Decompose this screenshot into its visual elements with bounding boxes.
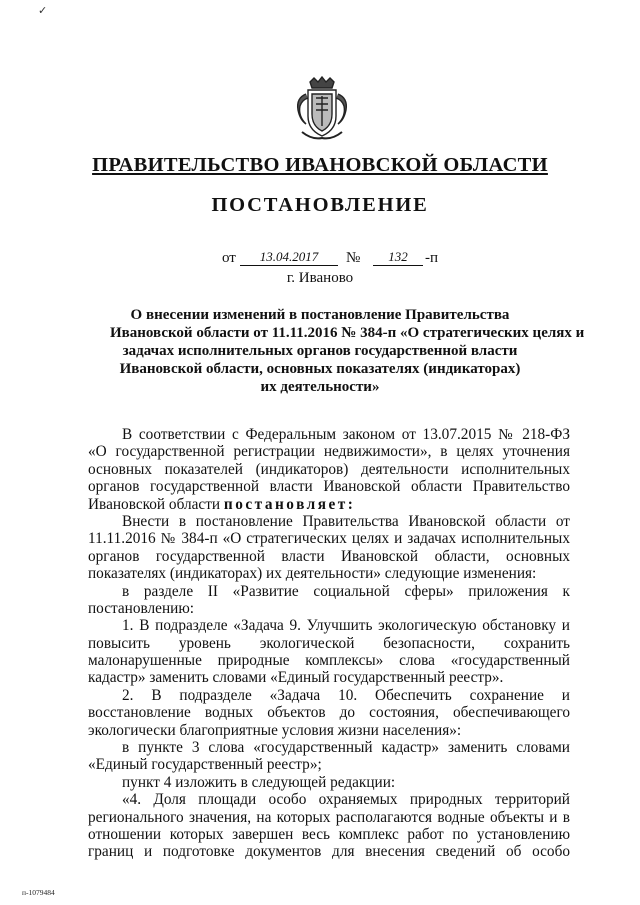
body-line-text: малонарушенные природные комплексы» слова «государственный bbox=[88, 652, 570, 670]
body-line bbox=[88, 426, 570, 443]
date-label: от bbox=[222, 250, 236, 266]
body-line bbox=[88, 565, 570, 582]
document-city: г. Иваново bbox=[286, 270, 354, 286]
body-line-text: границ и подготовке документов для внесения сведений об особо bbox=[88, 843, 570, 861]
body-line bbox=[88, 687, 570, 704]
title-line: О внесении изменений в постановление Правительства bbox=[130, 307, 510, 323]
body-line-text: «4. Доля площади особо охраняемых природных территорий bbox=[122, 791, 570, 809]
body-line-text: органов государственной власти Ивановской области Правительство bbox=[88, 478, 570, 496]
footer-document-code: п-1079484 bbox=[22, 888, 55, 897]
body-emphasis: постановляет: bbox=[223, 495, 356, 513]
body-line-text: регионального значения, на которых располагаются водные объекты и в bbox=[88, 808, 570, 826]
body-line-text: 1. В подразделе «Задача 9. Улучшить экологическую обстановку и bbox=[122, 617, 570, 635]
body-line-text: Внести в постановление Правительства Ивановской области от bbox=[122, 512, 570, 530]
number-label: № bbox=[346, 250, 361, 266]
body-line bbox=[88, 583, 570, 600]
body-line-text: «О государственной регистрации недвижимости», в целях уточнения bbox=[88, 443, 570, 461]
body-line bbox=[88, 722, 570, 739]
document-body bbox=[88, 426, 570, 861]
body-line-text: основных показателей (индикаторов) деятельности исполнительных bbox=[88, 460, 570, 478]
corner-check-mark: ✓ bbox=[38, 5, 48, 17]
body-line bbox=[88, 843, 570, 860]
body-line-text: показателях (индикаторах) их деятельности» следующие изменения: bbox=[88, 565, 537, 583]
body-line-text: Ивановской области bbox=[88, 495, 221, 513]
body-line-text: восстановление водных объектов до состояния, обеспечивающего bbox=[88, 704, 570, 722]
body-line bbox=[88, 739, 570, 756]
body-line bbox=[88, 443, 570, 460]
document-title bbox=[110, 306, 585, 396]
body-line-text: в разделе II «Развитие социальной сферы» приложения к bbox=[122, 582, 570, 600]
body-line bbox=[88, 791, 570, 808]
title-line: задачах исполнительных органов государственной власти bbox=[122, 343, 518, 359]
body-line bbox=[88, 600, 570, 617]
body-line bbox=[88, 756, 570, 773]
body-line-text: органов государственной власти Ивановской области, основных bbox=[88, 547, 570, 565]
body-line-text: повысить уровень экологической безопасности, сохранить bbox=[88, 634, 570, 652]
body-line bbox=[88, 478, 570, 495]
title-line: Ивановской области от 11.11.2016 № 384-п «О стратегических целях и bbox=[110, 325, 585, 341]
title-line: Ивановской области, основных показателях (индикаторах) bbox=[119, 361, 521, 377]
government-name: ПРАВИТЕЛЬСТВО ИВАНОВСКОЙ ОБЛАСТИ bbox=[92, 154, 548, 176]
body-line-text: 2. В подразделе «Задача 10. Обеспечить сохранение и bbox=[122, 686, 570, 704]
document-date: 13.04.2017 bbox=[240, 248, 338, 266]
body-line bbox=[88, 461, 570, 478]
body-line-text: пункт 4 изложить в следующей редакции: bbox=[122, 773, 396, 791]
body-line-text: «Единый государственный реестр»; bbox=[88, 756, 322, 774]
body-line-text: 11.11.2016 № 384-п «О стратегических целях и задачах исполнительных bbox=[88, 530, 570, 548]
body-line bbox=[88, 496, 570, 513]
body-line bbox=[88, 652, 570, 669]
body-line bbox=[88, 809, 570, 826]
body-line bbox=[88, 617, 570, 634]
coat-of-arms-emblem bbox=[292, 76, 352, 142]
body-line bbox=[88, 669, 570, 686]
title-line: их деятельности» bbox=[260, 379, 380, 395]
body-line bbox=[88, 513, 570, 530]
body-line-text: кадастр» заменить словами «Единый государственный реестр». bbox=[88, 669, 504, 687]
body-line-text: постановлению: bbox=[88, 599, 194, 617]
body-line bbox=[88, 704, 570, 721]
body-line bbox=[88, 774, 570, 791]
body-line-text: в пункте 3 слова «государственный кадастр» заменить словами bbox=[122, 739, 570, 757]
body-line bbox=[88, 635, 570, 652]
body-line-text: отношении которых завершен весь комплекс работ по установлению bbox=[88, 825, 570, 843]
number-suffix: -п bbox=[425, 250, 439, 266]
document-number: 132 bbox=[373, 248, 423, 266]
document-type-heading: ПОСТАНОВЛЕНИЕ bbox=[211, 194, 429, 216]
body-line-text: В соответствии с Федеральным законом от 13.07.2015 № 218-ФЗ bbox=[122, 426, 570, 443]
body-line bbox=[88, 826, 570, 843]
body-line bbox=[88, 530, 570, 547]
body-line bbox=[88, 548, 570, 565]
body-line-text: экологически благоприятные условия жизни населения»: bbox=[88, 721, 462, 739]
